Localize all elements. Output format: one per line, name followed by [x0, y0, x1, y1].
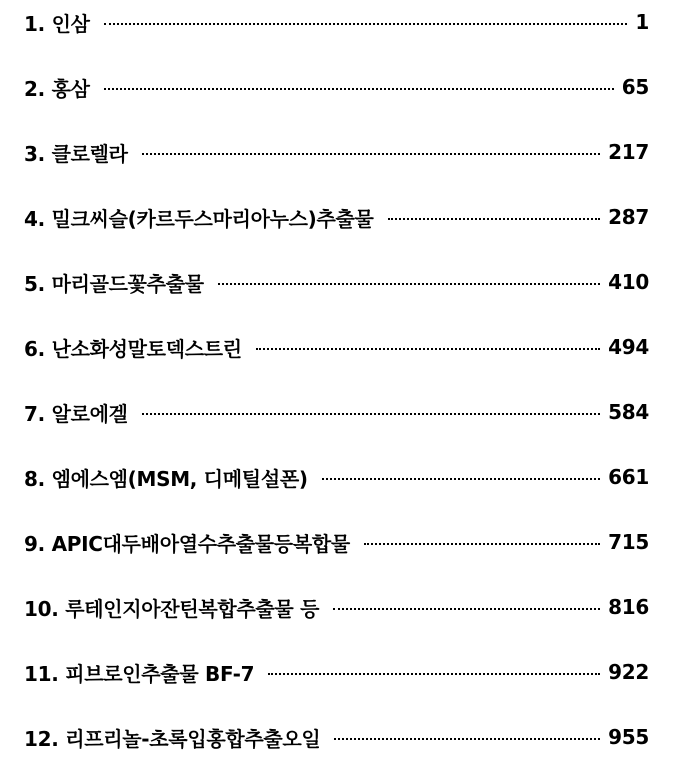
toc-entry-title: 12. 리프리놀-초록입홍합추출오일	[24, 726, 321, 751]
toc-entry-fibroin[interactable]	[24, 655, 649, 689]
toc-entry-page: 410	[608, 270, 649, 294]
toc-entry-marigold[interactable]	[24, 265, 649, 299]
toc-entry-title: 1. 인삼	[24, 11, 90, 36]
toc-entry-page: 715	[608, 530, 649, 554]
toc-entry-apic-soybean[interactable]	[24, 525, 649, 559]
toc-entry-page: 584	[608, 400, 649, 424]
dot-leader	[142, 413, 600, 415]
toc-entry-msm[interactable]	[24, 460, 649, 494]
toc-entry-title: 9. APIC대두배아열수추출물등복합물	[24, 531, 350, 556]
dot-leader	[333, 608, 600, 610]
toc-entry-title: 8. 엠에스엠(MSM, 디메틸설폰)	[24, 466, 308, 491]
toc-entry-page: 494	[608, 335, 649, 359]
toc-entry-page: 922	[608, 660, 649, 684]
dot-leader	[256, 348, 600, 350]
dot-leader	[388, 218, 601, 220]
dot-leader	[104, 23, 628, 25]
toc-entry-milk-thistle[interactable]	[24, 200, 649, 234]
dot-leader	[322, 478, 600, 480]
toc-entry-page: 955	[608, 725, 649, 749]
toc-entry-maltodextrin[interactable]	[24, 330, 649, 364]
toc-entry-aloe-gel[interactable]	[24, 395, 649, 429]
toc-entry-chlorella[interactable]	[24, 135, 649, 169]
toc-entry-title: 4. 밀크씨슬(카르두스마리아누스)추출물	[24, 206, 374, 231]
toc-entry-title: 5. 마리골드꽃추출물	[24, 271, 204, 296]
toc-entry-page: 217	[608, 140, 649, 164]
toc-entry-title: 7. 알로에겔	[24, 401, 128, 426]
toc-entry-page: 65	[621, 75, 649, 99]
toc-entry-title: 10. 루테인지아잔틴복합추출물 등	[24, 596, 320, 621]
table-of-contents	[24, 0, 649, 769]
toc-entry-page: 816	[608, 595, 649, 619]
dot-leader	[218, 283, 600, 285]
toc-entry-title: 2. 홍삼	[24, 76, 90, 101]
toc-entry-ginseng[interactable]	[24, 5, 649, 39]
toc-entry-page: 287	[608, 205, 649, 229]
toc-entry-lutein[interactable]	[24, 590, 649, 624]
toc-entry-title: 6. 난소화성말토덱스트린	[24, 336, 242, 361]
dot-leader	[104, 88, 614, 90]
toc-entry-page: 661	[608, 465, 649, 489]
toc-entry-title: 3. 클로렐라	[24, 141, 128, 166]
toc-entry-title: 11. 피브로인추출물 BF-7	[24, 661, 255, 686]
dot-leader	[268, 673, 600, 675]
dot-leader	[142, 153, 600, 155]
toc-entry-lyprinol[interactable]	[24, 720, 649, 754]
toc-entry-red-ginseng[interactable]	[24, 70, 649, 104]
dot-leader	[364, 543, 600, 545]
toc-entry-page: 1	[635, 10, 649, 34]
dot-leader	[334, 738, 600, 740]
